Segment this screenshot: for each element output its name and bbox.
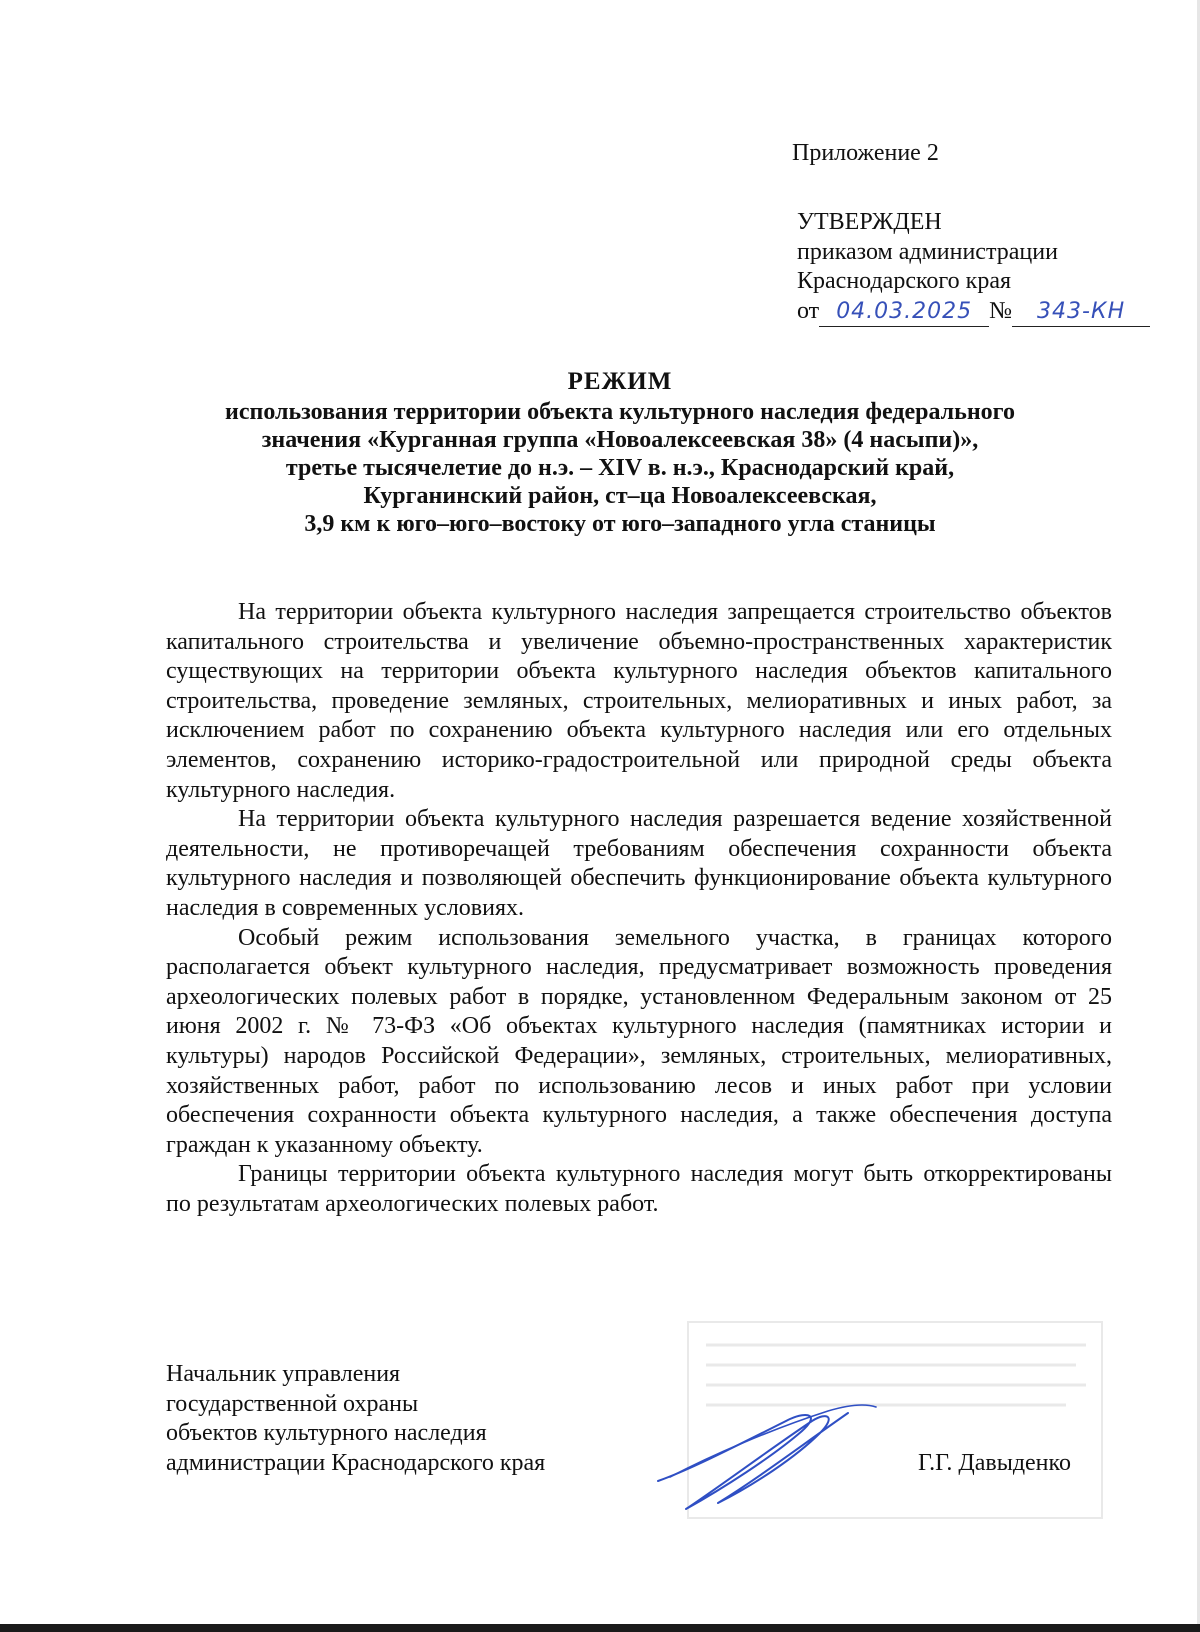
position-line-3: объектов культурного наследия xyxy=(166,1420,487,1446)
signatory-name: Г.Г. Давыденко xyxy=(918,1450,1071,1476)
order-date-number-line xyxy=(797,297,1157,328)
order-number-field xyxy=(1012,297,1150,328)
date-prefix: от xyxy=(797,297,820,324)
title-line-2: значения «Курганная группа «Новоалексеевская 38» (4 насыпи)», xyxy=(261,427,979,453)
scan-edge-bottom xyxy=(0,1624,1200,1632)
signatory-position xyxy=(166,1360,545,1478)
title-line-4: Курганинский район, ст–ца Новоалексеевская, xyxy=(363,483,877,509)
approved-by-line-1: приказом администрации xyxy=(797,238,1058,265)
title-line-5: 3,9 км к юго–юго–востоку от юго–западного угла станицы xyxy=(304,511,936,537)
body-paragraph-4: Границы территории объекта культурного наследия могут быть откорректированы по результатам археологических полевых работ. xyxy=(166,1161,1112,1217)
approved-by-line-2: Краснодарского края xyxy=(797,268,1012,294)
order-number-handwritten: 343-КН xyxy=(1037,298,1126,324)
position-line-1: Начальник управления xyxy=(166,1361,401,1387)
order-date-field xyxy=(819,297,989,328)
title-line-1: использования территории объекта культурного наследия федерального xyxy=(225,399,1015,425)
position-line-2: государственной охраны xyxy=(166,1390,419,1417)
body-paragraph-2: На территории объекта культурного наследия разрешается ведение хозяйственной деятельности, не противоречащей требованиям обеспечения сохранности объекта культурного наследия и позволяющей обеспечить функционирование объекта культурного наследия в современных условиях. xyxy=(166,806,1112,921)
appendix-text: Приложение 2 xyxy=(792,140,939,166)
appendix-label xyxy=(792,138,939,168)
approved-heading: УТВЕРЖДЕН xyxy=(797,209,942,235)
body-paragraph-3: Особый режим использования земельного участка, в границах которого располагается объект культурного наследия, предусматривает возможность проведения археологических полевых работ в порядке, установленном Федеральным законом от 25 июня 2002 г. № 73-ФЗ «Об объектах культурного наследия (памятниках истории и культуры) народов Российской Федерации», земляных, строительных, мелиоративных, хозяйственных работ, работ по использованию лесов и иных работ при условии обеспечения сохранности объекта культурного наследия, а также обеспечения доступа граждан к указанному объекту. xyxy=(166,924,1112,1158)
body-paragraph-1: На территории объекта культурного наследия запрещается строительство объектов капитального строительства и увеличение объемно-пространственных характеристик существующих на территории объекта культурного наследия объектов капитального строительства, проведение земляных, строительных, мелиоративных и иных работ, за исключением работ по сохранению объекта культурного наследия или его отдельных элементов, сохранению историко-градостроительной или природной среды объекта культурного наследия. xyxy=(166,599,1112,803)
number-prefix: № xyxy=(989,297,1013,324)
document-body xyxy=(166,598,1112,1219)
title-main: РЕЖИМ xyxy=(567,368,673,395)
document-title xyxy=(120,368,1120,538)
position-line-4: администрации Краснодарского края xyxy=(166,1449,546,1476)
handwritten-signature-icon xyxy=(652,1385,882,1515)
title-line-3: третье тысячелетие до н.э. – XIV в. н.э., Краснодарский край, xyxy=(285,455,955,481)
order-date-handwritten: 04.03.2025 xyxy=(836,298,973,324)
approval-block xyxy=(797,208,1157,327)
